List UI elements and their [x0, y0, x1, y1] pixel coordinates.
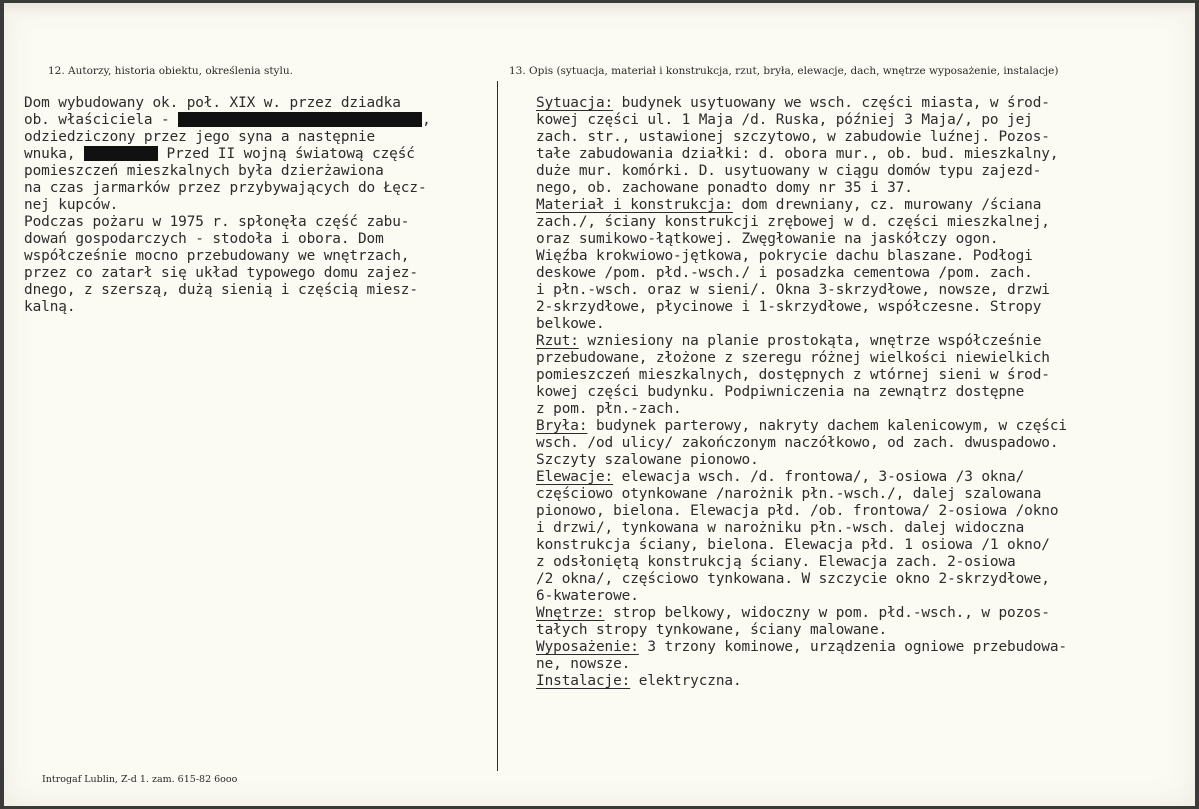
- sytuacja-line: Sytuacja: budynek usytuowany we wsch. części miasta, w środ-: [536, 95, 1050, 111]
- text-line: częściowo otynkowane /narożnik płn.-wsch./, dalej szalowana: [536, 486, 1042, 502]
- text-line: przebudowane, złożone z szeregu różnej wielkości niewielkich: [536, 350, 1050, 366]
- text-line: nej kupców.: [24, 197, 119, 213]
- text-line: i płn.-wsch. oraz w sieni/. Okna 3-skrzydłowe, nowsze, drzwi: [536, 282, 1050, 298]
- text-line: zach. str., ustawionej szczytowo, w zabudowie luźnej. Pozos-: [536, 129, 1050, 145]
- text-line: tałe zabudowania działki: d. obora mur., ob. bud. mieszkalny,: [536, 146, 1059, 162]
- column-divider: [497, 81, 498, 771]
- section-13-header: 13. Opis (sytuacja, materiał i konstrukcja, rzut, bryła, elewacje, dach, wnętrze wyposażenie, instalacje): [509, 65, 1059, 77]
- rzut-line: Rzut: wzniesiony na planie prostokąta, wnętrze współcześnie: [536, 333, 1042, 349]
- wyposazenie-line: Wyposażenie: 3 trzony kominowe, urządzenia ogniowe przebudowa-: [536, 639, 1067, 655]
- text-line: Szczyty szalowane pionowo.: [536, 452, 759, 468]
- text-line: ne, nowsze.: [536, 656, 631, 672]
- redacted-name-block: [178, 112, 422, 127]
- text-line: deskowe /pom. płd.-wsch./ i posadzka cementowa /pom. zach.: [536, 265, 1033, 281]
- material-line: Materiał i konstrukcja: dom drewniany, cz. murowany /ściana: [536, 197, 1042, 213]
- text-line: oraz sumikowo-łątkowej. Zwęgłowanie na jaskółczy ogon.: [536, 231, 999, 247]
- instalacje-label: Instalacje:: [536, 673, 631, 689]
- text-line: dowań gospodarczych - stodoła i obora. Dom: [24, 231, 384, 247]
- text-line: współcześnie mocno przebudowany we wnętrzach,: [24, 248, 410, 264]
- text-line: /2 okna/, częściowo tynkowana. W szczycie okno 2-skrzydłowe,: [536, 571, 1050, 587]
- text-line: nego, ob. zachowane ponadto domy nr 35 i 37.: [536, 180, 913, 196]
- text-line: na czas jarmarków przez przybywających do Łęcz-: [24, 180, 427, 196]
- history-text-column: [24, 95, 494, 316]
- text-line: zach./, ściany konstrukcji zrębowej w d. części mieszkalnej,: [536, 214, 1050, 230]
- wyposazenie-label: Wyposażenie:: [536, 639, 639, 655]
- text-line: z pom. płn.-zach.: [536, 401, 682, 417]
- text-line: Więźba krokwiowo-jętkowa, pokrycie dachu blaszane. Podłogi: [536, 248, 1033, 264]
- text-line: dnego, z szerszą, dużą sienią i częścią miesz-: [24, 282, 418, 298]
- wnetrze-line: Wnętrze: strop belkowy, widoczny w pom. płd.-wsch., w pozos-: [536, 605, 1050, 621]
- text-line: konstrukcja ściany, bielona. Elewacja płd. 1 osiowa /1 okno/: [536, 537, 1050, 553]
- text-line: pionowo, bielona. Elewacja płd. /ob. frontowa/ 2-osiowa /okno: [536, 503, 1059, 519]
- text-line: pomieszczeń mieszkalnych była dzierżawiona: [24, 163, 384, 179]
- printer-imprint: Introgaf Lublin, Z-d 1. zam. 615-82 6ooo: [42, 774, 238, 785]
- text-line: wsch. /od ulicy/ zakończonym naczółkowo, od zach. dwuspadowo.: [536, 435, 1059, 451]
- redacted-name-block: [84, 146, 158, 161]
- description-text-column: [536, 95, 1186, 690]
- text-line: Podczas pożaru w 1975 r. spłonęła część zabu-: [24, 214, 410, 230]
- record-card: [4, 3, 1195, 806]
- text-line: tałych stropy tynkowane, ściany malowane.: [536, 622, 888, 638]
- text-line: ob. właściciela - ,: [24, 112, 431, 128]
- text-line: kalną.: [24, 299, 76, 315]
- text-line: 2-skrzydłowe, płycinowe i 1-skrzydłowe, współczesne. Stropy: [536, 299, 1042, 315]
- material-label: Materiał i konstrukcja:: [536, 197, 733, 213]
- text-line: pomieszczeń mieszkalnych, dostępnych z wtórnej sieni w środ-: [536, 367, 1050, 383]
- text-line: belkowe.: [536, 316, 605, 332]
- wnetrze-label: Wnętrze:: [536, 605, 605, 621]
- instalacje-line: Instalacje: elektryczna.: [536, 673, 742, 689]
- bryla-label: Bryła:: [536, 418, 588, 434]
- section-12-header: 12. Autorzy, historia obiektu, określenia stylu.: [48, 65, 293, 77]
- text-line: kowej części ul. 1 Maja /d. Ruska, później 3 Maja/, po jej: [536, 112, 1033, 128]
- rzut-label: Rzut:: [536, 333, 579, 349]
- elewacje-label: Elewacje:: [536, 469, 614, 485]
- text-line: wnuka, Przed II wojną światową część: [24, 146, 415, 162]
- text-line: Dom wybudowany ok. poł. XIX w. przez dziadka: [24, 95, 401, 111]
- sytuacja-label: Sytuacja:: [536, 95, 614, 111]
- card-top-edge: [4, 3, 1195, 17]
- elewacje-line: Elewacje: elewacja wsch. /d. frontowa/, 3-osiowa /3 okna/: [536, 469, 1025, 485]
- text-line: 6-kwaterowe.: [536, 588, 639, 604]
- text-line: duże mur. komórki. D. usytuowany w ciągu domów typu zajezd-: [536, 163, 1042, 179]
- text-line: przez co zatarł się układ typowego domu zajez-: [24, 265, 418, 281]
- text-line: kowej części budynku. Podpiwniczenia na zewnątrz dostępne: [536, 384, 1025, 400]
- bryla-line: Bryła: budynek parterowy, nakryty dachem kalenicowym, w części: [536, 418, 1067, 434]
- text-line: odziedziczony przez jego syna a następnie: [24, 129, 376, 145]
- text-line: z odsłoniętą konstrukcją ściany. Elewacja zach. 2-osiowa: [536, 554, 1016, 570]
- text-line: i drzwi/, tynkowana w narożniku płn.-wsch. dalej widoczna: [536, 520, 1025, 536]
